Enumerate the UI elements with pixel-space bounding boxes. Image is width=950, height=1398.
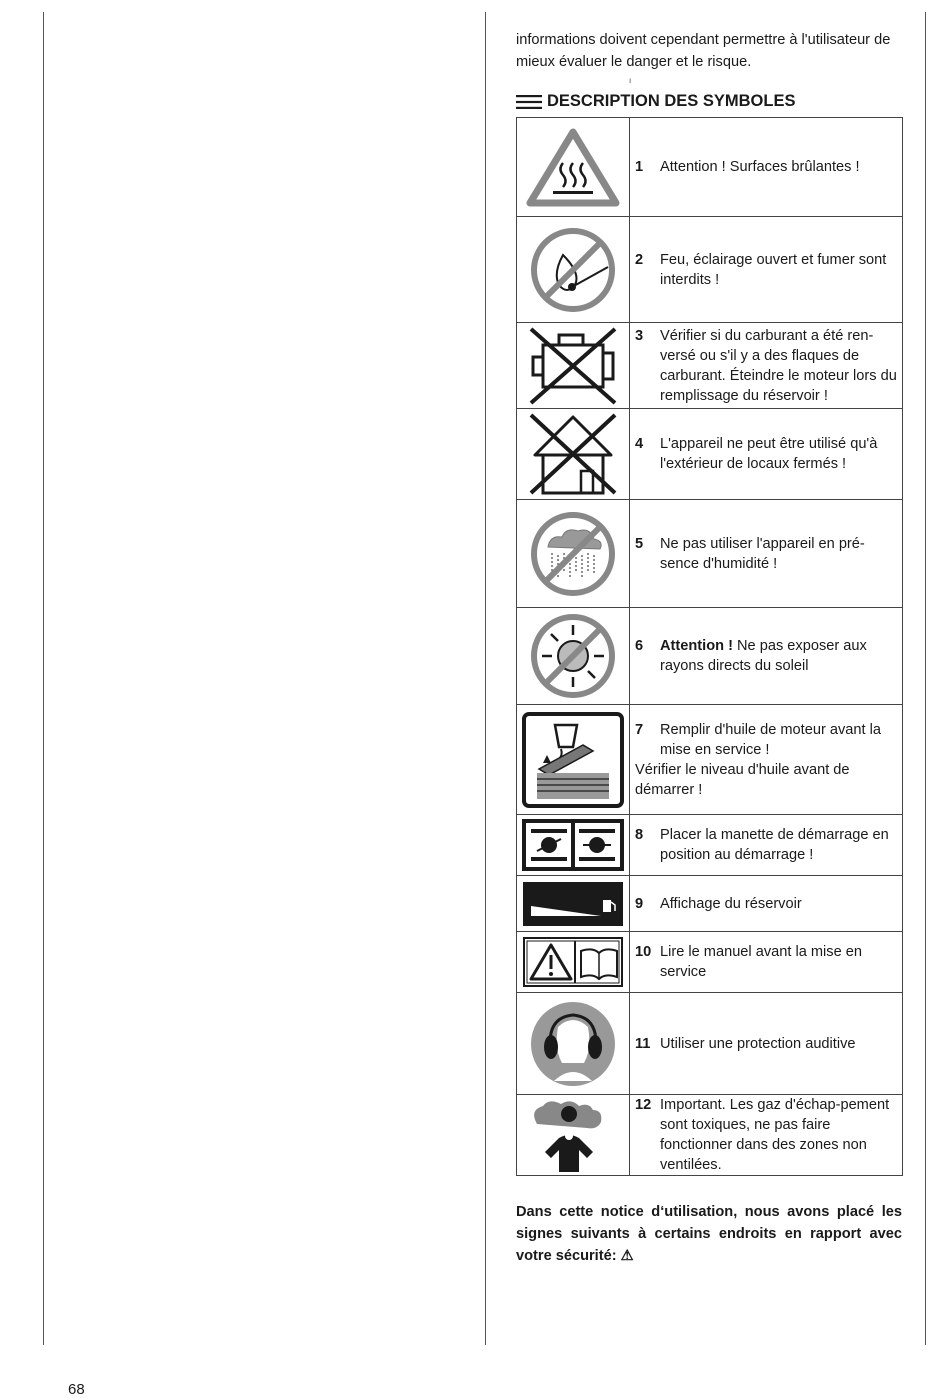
fuel-gauge-icon: [521, 880, 625, 928]
ear-protection-icon: [528, 999, 618, 1089]
engine-crossed-icon: [527, 325, 619, 407]
symbol-number: 9: [635, 895, 644, 912]
symbol-description: Attention ! Ne pas exposer aux rayons directs du soleil: [660, 638, 867, 674]
symbol-description: Lire le manuel avant la mise en service: [660, 944, 862, 980]
symbol-number: 1: [635, 159, 644, 175]
symbol-description: Affichage du réservoir: [660, 895, 802, 912]
symbol-number: 11: [635, 1035, 651, 1052]
symbol-number: 3: [635, 327, 644, 344]
symbol-row: [517, 993, 903, 1095]
menu-lines-icon: [516, 95, 542, 109]
symbol-description: Vérifier si du carburant a été ren-versé ou s'il y a des flaques de carburant. Éteindre le moteur lors du remplissage du réservoir !: [660, 327, 897, 404]
symbol-row: [517, 815, 903, 876]
symbol-number: 12: [635, 1097, 652, 1113]
symbol-row: [517, 118, 903, 217]
symbol-row: [517, 876, 903, 932]
no-sun-icon: [528, 611, 618, 701]
symbol-description: Important. Les gaz d'échap-pement sont toxiques, ne pas faire fonctionner dans des zones non ventilées.: [660, 1097, 890, 1173]
symbol-number: 5: [635, 535, 644, 552]
symbol-description: Utiliser une protection auditive: [660, 1035, 856, 1052]
house-crossed-icon: [527, 411, 619, 497]
symbol-row: [517, 217, 903, 323]
symbols-table: [516, 117, 903, 1176]
section-title: DESCRIPTION DES SYMBOLES: [547, 92, 796, 110]
no-rain-icon: [528, 509, 618, 599]
symbol-description: L'appareil ne peut être utilisé qu'à l'extérieur de locaux fermés !: [660, 436, 878, 472]
fill-oil-icon: [521, 711, 625, 809]
symbol-description: Placer la manette de démarrage en position au démarrage !: [660, 827, 889, 863]
intro-paragraph: informations doivent cependant permettre à l'utilisateur de mieux évaluer le danger et le risque.: [516, 32, 891, 70]
tick-mark: ı: [629, 76, 632, 85]
symbol-row: [517, 932, 903, 993]
no-fire-no-smoking-icon: [528, 225, 618, 315]
page-number: 68: [68, 1381, 85, 1398]
toxic-exhaust-icon: [523, 1098, 623, 1172]
symbol-number: 10: [635, 944, 652, 960]
symbol-description: Feu, éclairage ouvert et fumer sont interdits !: [660, 251, 887, 288]
symbol-description: Attention ! Surfaces brûlantes !: [660, 159, 860, 175]
column-rule-middle: [485, 12, 486, 1345]
symbol-description: Remplir d'huile de moteur avant la mise en service !: [660, 721, 881, 758]
safety-signs-note: Dans cette notice d‘utilisation, nous avons placé les signes suivants à certains endroits en rapport avec votre sécurité: ⚠: [516, 1204, 902, 1264]
symbol-row: [517, 1095, 903, 1176]
symbol-number: 2: [635, 251, 644, 268]
symbol-row: [517, 608, 903, 705]
column-rule-left: [43, 12, 44, 1345]
symbol-row: [517, 705, 903, 815]
symbol-emphasis: Attention !: [660, 638, 733, 654]
column-rule-right: [925, 12, 926, 1345]
symbol-number: 6: [635, 638, 644, 654]
read-manual-icon: [521, 935, 625, 989]
symbol-number: 7: [635, 721, 644, 738]
symbol-row: [517, 500, 903, 608]
symbol-extra-note: Vérifier le niveau d'huile avant de démarrer !: [635, 761, 850, 798]
choke-lever-icon: [521, 818, 625, 872]
symbol-row: [517, 323, 903, 409]
hot-surface-warning-icon: [525, 127, 621, 207]
symbol-number: 8: [635, 827, 644, 843]
symbol-number: 4: [635, 436, 644, 452]
symbol-description: Ne pas utiliser l'appareil en pré-sence d'humidité !: [660, 535, 865, 572]
symbol-row: [517, 409, 903, 500]
section-heading: [516, 92, 795, 111]
